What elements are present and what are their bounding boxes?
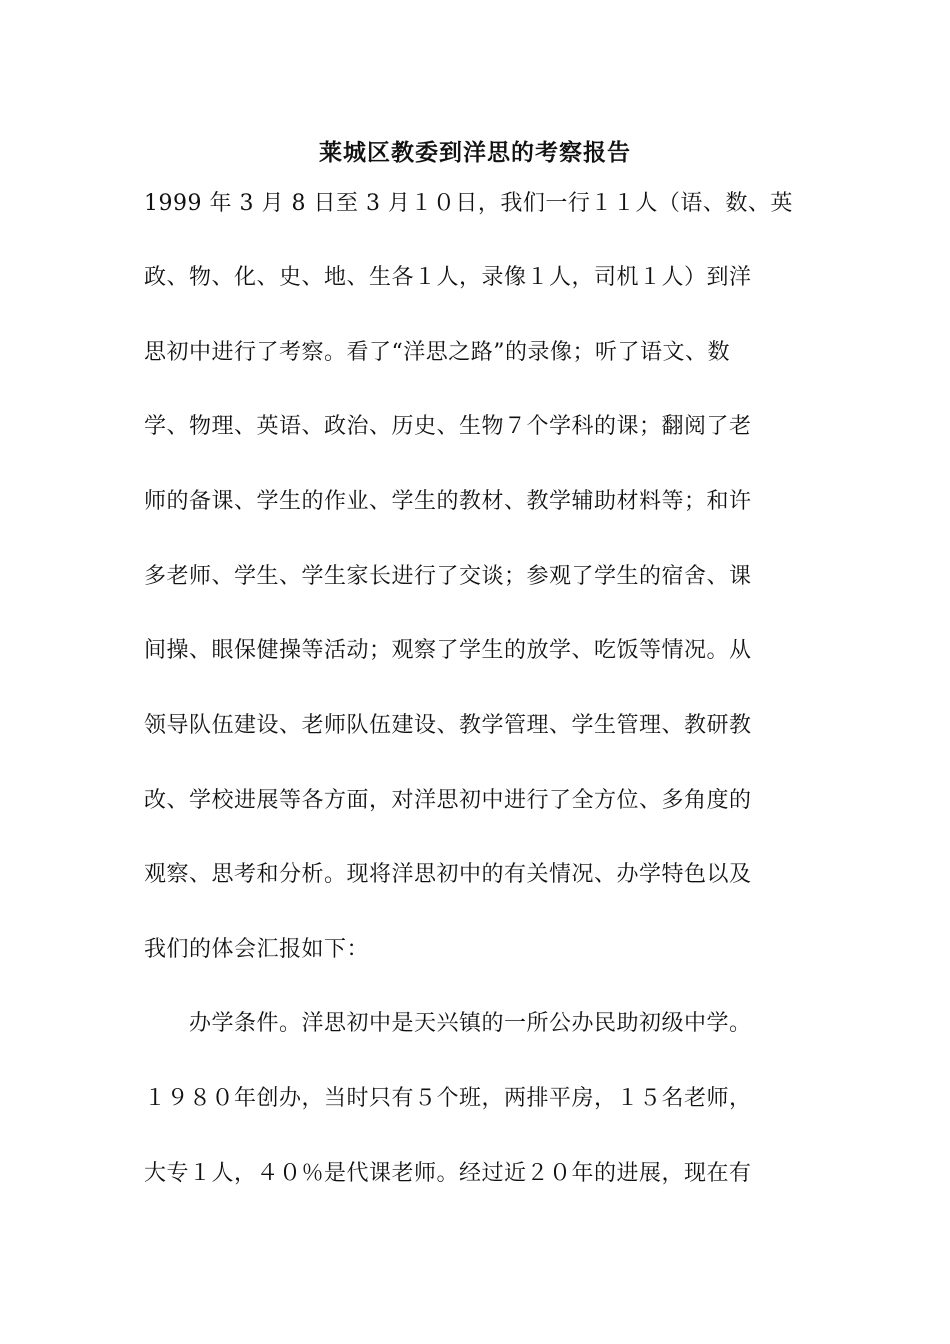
body-line: 政、物、化、史、地、生各１人，录像１人，司机１人）到洋	[144, 265, 752, 290]
document-title: 莱城区教委到洋思的考察报告	[319, 139, 631, 166]
body-line: 师的备课、学生的作业、学生的教材、教学辅助材料等；和许	[144, 489, 752, 514]
body-line: 改、学校进展等各方面，对洋思初中进行了全方位、多角度的	[144, 788, 752, 813]
body-line: 我们的体会汇报如下：	[144, 937, 370, 962]
body-line: 观察、思考和分析。现将洋思初中的有关情况、办学特色以及	[144, 862, 752, 887]
body-line: 1999 年 3 月 8 日至 3 月１０日，我们一行１１人（语、数、英	[144, 191, 793, 216]
body-line: 大专１人，４０％是代课老师。经过近２０年的进展，现在有	[144, 1161, 752, 1186]
body-line: 办学条件。洋思初中是天兴镇的一所公办民助初级中学。	[144, 1011, 752, 1036]
body-line: 学、物理、英语、政治、历史、生物７个学科的课；翻阅了老	[144, 414, 752, 439]
body-line: １９８０年创办，当时只有５个班，两排平房，１５名老师，	[144, 1086, 752, 1111]
body-line: 多老师、学生、学生家长进行了交谈；参观了学生的宿舍、课	[144, 564, 752, 589]
body-line: 思初中进行了考察。看了“洋思之路”的录像；听了语文、数	[144, 340, 730, 365]
body-line: 领导队伍建设、老师队伍建设、教学管理、学生管理、教研教	[144, 713, 752, 738]
body-line: 间操、眼保健操等活动；观察了学生的放学、吃饭等情况。从	[144, 638, 752, 663]
